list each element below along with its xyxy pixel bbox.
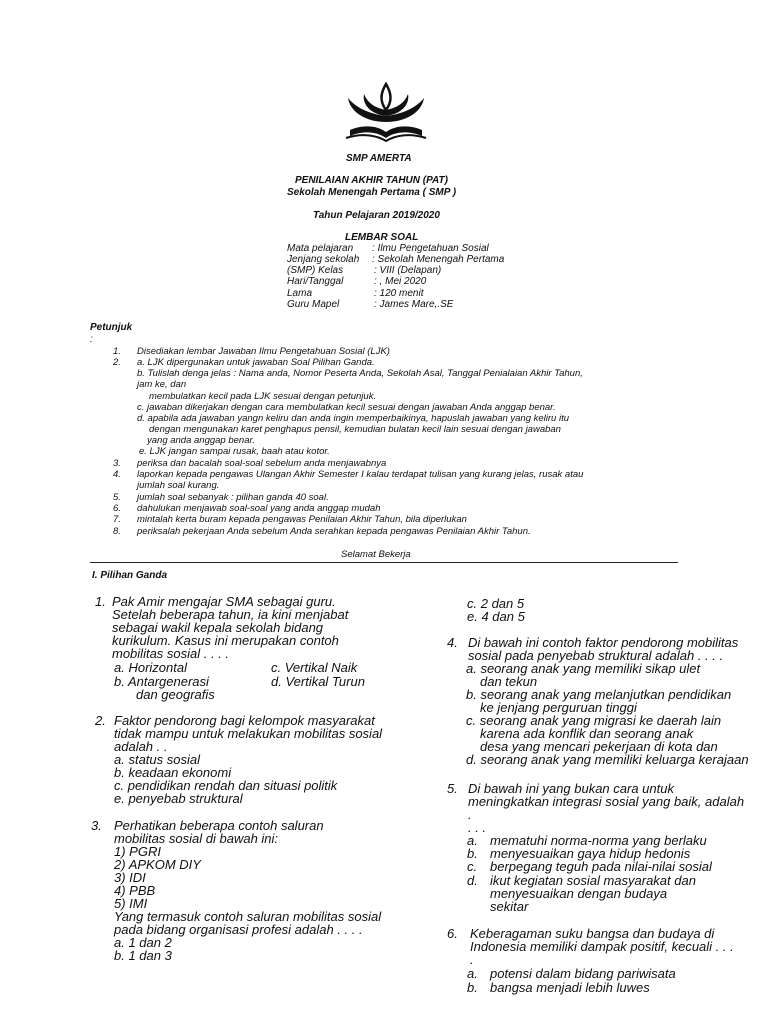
option-b: b. Antargenerasi xyxy=(114,674,209,689)
info-label: Lama xyxy=(287,288,313,299)
question-line: . xyxy=(468,807,472,822)
option-line: b. 1 dan 3 xyxy=(114,948,172,963)
section-title: I. Pilihan Ganda xyxy=(92,570,168,581)
question-line: Perhatikan beberapa contoh saluran xyxy=(114,818,324,833)
instruction-text: periksa dan bacalah soal-soal sebelum anda menjawabnya xyxy=(137,458,387,469)
option-d: d. Vertikal Turun xyxy=(271,674,365,689)
instruction-number: 4. xyxy=(113,469,121,480)
question-line: Keberagaman suku bangsa dan budaya di xyxy=(470,926,715,941)
info-value: : Ilmu Pengetahuan Sosial xyxy=(372,243,489,254)
exam-title: PENILAIAN AKHIR TAHUN (PAT) xyxy=(295,175,448,186)
question-line: Indonesia memiliki dampak positif, kecuali . . . xyxy=(470,939,734,954)
question-line: adalah . . xyxy=(114,739,168,754)
option-line: a. 1 dan 2 xyxy=(114,935,172,950)
school-logo xyxy=(340,78,432,146)
option-key: a. xyxy=(467,966,478,981)
option-key: d. xyxy=(467,873,478,888)
option-text: ikut kegiatan sosial masyarakat dan xyxy=(490,873,696,888)
instructions-title: Petunjuk xyxy=(90,322,133,333)
sheet-title: LEMBAR SOAL xyxy=(345,232,419,243)
option-key: b. xyxy=(467,980,478,995)
info-label: Hari/Tanggal xyxy=(287,276,344,287)
question-number: 6. xyxy=(447,926,458,941)
question-number: 3. xyxy=(91,818,102,833)
info-value: : 120 menit xyxy=(374,288,424,299)
instruction-text: jumlah soal kurang. xyxy=(137,480,220,491)
question-line: 1) PGRI xyxy=(114,844,161,859)
option-line: a. status sosial xyxy=(114,752,200,767)
instruction-text: dengan mengunakan karet penghapus pensil, kemudian bulatan kecil lain sesuai dengan jawaban xyxy=(149,424,561,435)
question-line: pada bidang organisasi profesi adalah . . . . xyxy=(114,922,363,937)
question-line: mobilitas sosial . . . . xyxy=(112,646,230,661)
instruction-number: 8. xyxy=(113,526,121,537)
question-line: 2) APKOM DIY xyxy=(114,857,201,872)
option-line: c. 2 dan 5 xyxy=(467,596,525,611)
instruction-text: e. LJK jangan sampai rusak, baah atau kotor. xyxy=(139,446,330,457)
option-line: c. seorang anak yang migrasi ke daerah lain xyxy=(466,713,722,728)
instruction-text: b. Tulislah denga jelas : Nama anda, Nomor Peserta Anda, Sekolah Asal, Tanggal Penialaian Akhir Tahun, xyxy=(137,368,583,379)
question-line: . xyxy=(470,952,474,967)
option-text: bangsa menjadi lebih luwes xyxy=(490,980,650,995)
instruction-text: a. LJK dipergunakan untuk jawaban Soal Pilihan Ganda. xyxy=(137,357,375,368)
instruction-number: 6. xyxy=(113,503,121,514)
school-name: SMP AMERTA xyxy=(346,153,412,164)
instruction-number: 5. xyxy=(113,492,121,503)
option-b-cont: dan geografis xyxy=(136,687,215,702)
option-line: c. pendidikan rendah dan situasi politik xyxy=(114,778,338,793)
divider xyxy=(90,562,678,563)
instruction-number: 7. xyxy=(113,514,121,525)
info-label: Jenjang sekolah xyxy=(287,254,360,265)
option-line: ke jenjang perguruan tinggi xyxy=(480,700,637,715)
question-line: meningkatkan integrasi sosial yang baik, adalah xyxy=(468,794,745,809)
option-text: menyesuaikan gaya hidup hedonis xyxy=(490,846,691,861)
option-key: a. xyxy=(467,833,478,848)
question-number: 4. xyxy=(447,635,458,650)
info-value: : James Mare,.SE xyxy=(374,299,454,310)
instruction-text: membulatkan kecil pada LJK sesuai dengan petunjuk. xyxy=(149,391,377,402)
option-line: e. penyebab struktural xyxy=(114,791,243,806)
instruction-text: jumlah soal sebanyak : pilihan ganda 40 soal. xyxy=(137,492,329,503)
question-line: Yang termasuk contoh saluran mobilitas sosial xyxy=(114,909,382,924)
option-a: a. Horizontal xyxy=(114,660,187,675)
option-line: b. keadaan ekonomi xyxy=(114,765,232,780)
instruction-number: 3. xyxy=(113,458,121,469)
question-line: Di bawah ini yang bukan cara untuk xyxy=(468,781,674,796)
academic-year: Tahun Pelajaran 2019/2020 xyxy=(313,210,440,221)
closing-text: Selamat Bekerja xyxy=(341,549,411,560)
question-line: Setelah beberapa tahun, ia kini menjabat xyxy=(112,607,349,622)
option-key: c. xyxy=(467,859,478,874)
question-line: sebagai wakil kepala sekolah bidang xyxy=(112,620,324,635)
info-value: : Sekolah Menengah Pertama xyxy=(372,254,505,265)
instruction-number: 1. xyxy=(113,346,121,357)
question-line: 4) PBB xyxy=(114,883,156,898)
option-line: e. 4 dan 5 xyxy=(467,609,525,624)
option-text: berpegang teguh pada nilai-nilai sosial xyxy=(490,859,712,874)
info-label: Mata pelajaran xyxy=(287,243,354,254)
question-line: 5) IMI xyxy=(114,896,148,911)
instruction-text: yang anda anggap benar. xyxy=(147,435,255,446)
info-value: : VIII (Delapan) xyxy=(374,265,442,276)
instruction-text: d. apabila ada jawaban yangn keliru dan anda ingin memperbaikinya, hapuslah jawaban yang keliru itu xyxy=(137,413,570,424)
option-line: d. seorang anak yang memiliki keluarga kerajaan xyxy=(466,752,749,767)
option-key: b. xyxy=(467,846,478,861)
instructions-colon: : xyxy=(90,334,93,345)
question-line: Di bawah ini contoh faktor pendorong mobilitas xyxy=(468,635,739,650)
question-line: sosial pada penyebab struktural adalah . . . . xyxy=(468,648,724,663)
question-line: . . . xyxy=(468,820,487,835)
question-line: tidak mampu untuk melakukan mobilitas sosial xyxy=(114,726,383,741)
question-line: Pak Amir mengajar SMA sebagai guru. xyxy=(112,594,336,609)
info-label: (SMP) Kelas xyxy=(287,265,344,276)
option-line: desa yang mencari pekerjaan di kota dan xyxy=(480,739,718,754)
instruction-text: periksalah pekerjaan Anda sebelum Anda serahkan kepada pengawas Penilaian Akhir Tahun. xyxy=(137,526,531,537)
option-text: potensi dalam bidang pariwisata xyxy=(490,966,676,981)
instruction-text: Disediakan lembar Jawaban Ilmu Pengetahuan Sosial (LJK) xyxy=(137,346,390,357)
instruction-text: dahulukan menjawab soal-soal yang anda anggap mudah xyxy=(137,503,381,514)
option-c: c. Vertikal Naik xyxy=(271,660,358,675)
instruction-text: jam ke, dan xyxy=(137,379,187,390)
instruction-text: laporkan kepada pengawas Ulangan Akhir Semester I kalau terdapat tulisan yang kurang jelas, rusak atau xyxy=(137,469,584,480)
instruction-text: c. jawaban dikerjakan dengan cara membulatkan kecil sesuai dengan jawaban Anda anggap benar. xyxy=(137,402,556,413)
question-line: mobilitas sosial di bawah ini: xyxy=(114,831,279,846)
instruction-text: mintalah kerta buram kepada pengawas Penilaian Akhir Tahun, bila diperlukan xyxy=(137,514,467,525)
question-line: kurikulum. Kasus ini merupakan contoh xyxy=(112,633,339,648)
option-text: sekitar xyxy=(490,899,529,914)
question-line: 3) IDI xyxy=(114,870,146,885)
option-line: karena ada konflik dan seorang anak xyxy=(480,726,694,741)
question-number: 5. xyxy=(447,781,458,796)
info-value: : , Mei 2020 xyxy=(374,276,427,287)
school-level: Sekolah Menengah Pertama ( SMP ) xyxy=(287,187,457,198)
option-line: b. seorang anak yang melanjutkan pendidikan xyxy=(466,687,732,702)
info-label: Guru Mapel xyxy=(287,299,340,310)
option-text: mematuhi norma-norma yang berlaku xyxy=(490,833,707,848)
question-line: Faktor pendorong bagi kelompok masyarakat xyxy=(114,713,375,728)
option-line: dan tekun xyxy=(480,674,538,689)
question-number: 1. xyxy=(95,594,106,609)
instruction-number: 2. xyxy=(113,357,121,368)
option-line: a. seorang anak yang memiliki sikap ulet xyxy=(466,661,701,676)
question-number: 2. xyxy=(95,713,106,728)
option-text: menyesuaikan dengan budaya xyxy=(490,886,668,901)
